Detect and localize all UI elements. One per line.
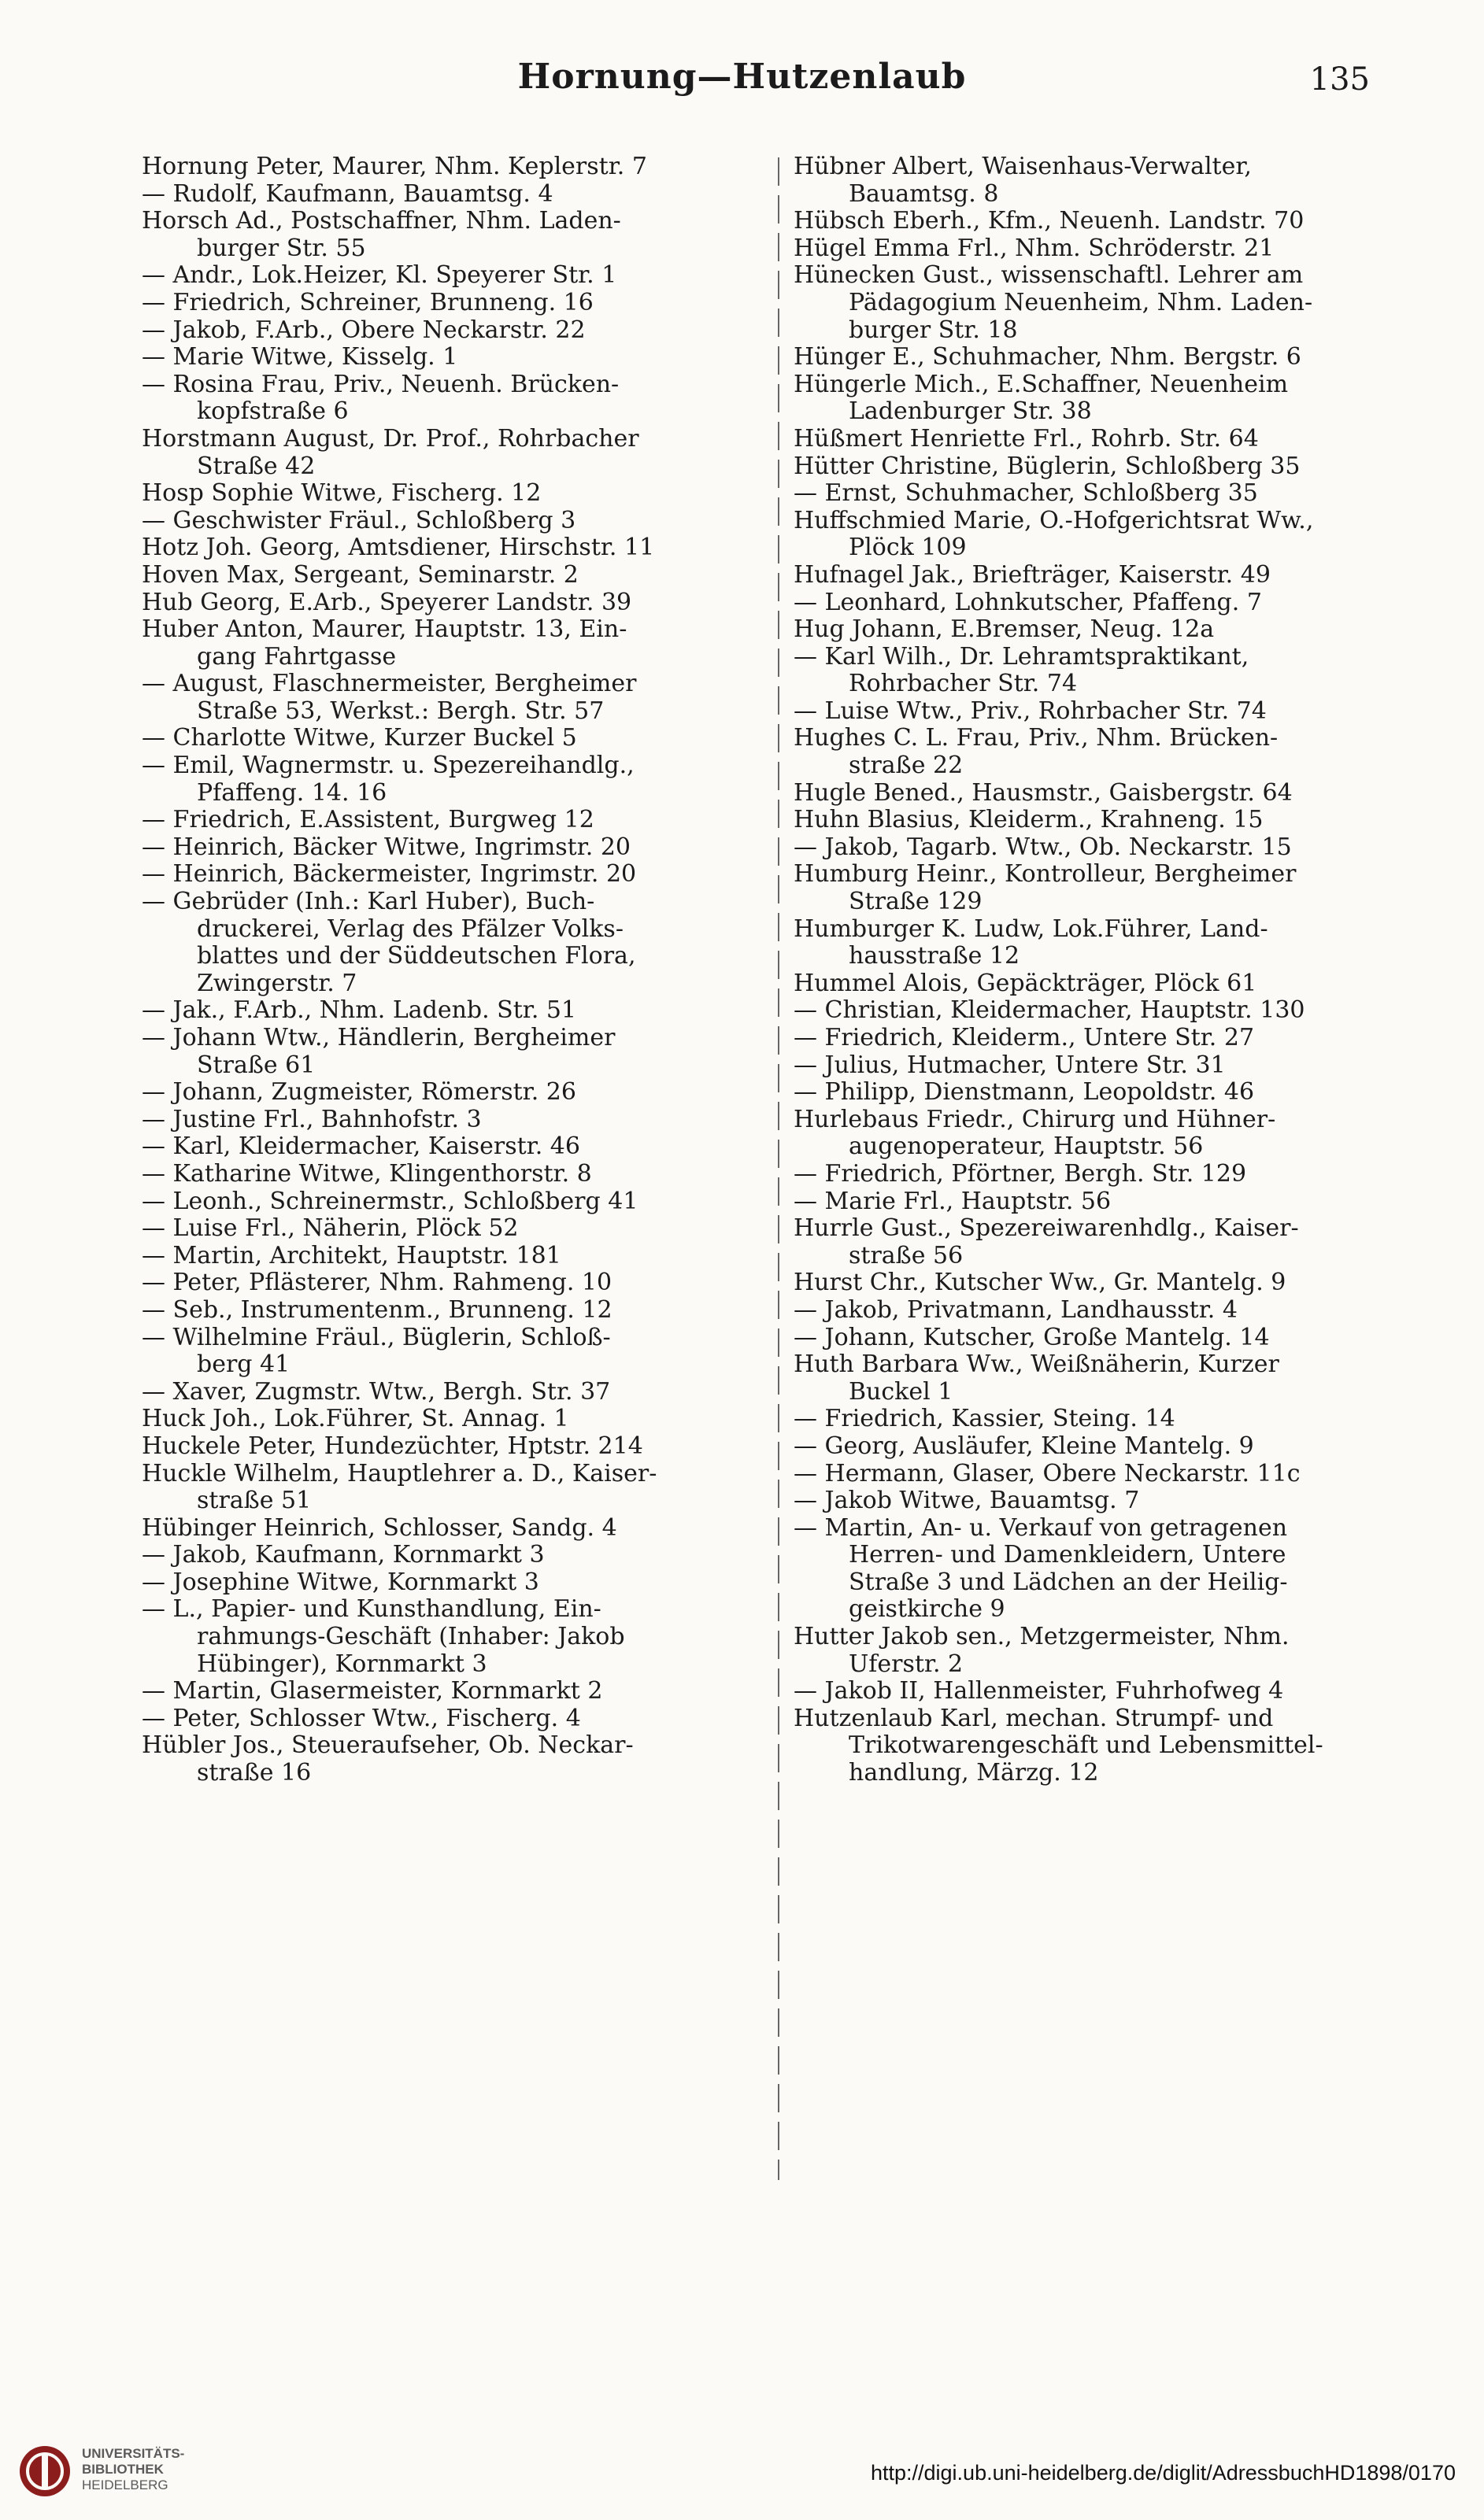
- directory-entry-continuation: Straße 42: [197, 452, 316, 480]
- directory-entry: Horstmann August, Dr. Prof., Rohrbacher: [142, 424, 639, 453]
- directory-entry: Hummel Alois, Gepäckträger, Plöck 61: [794, 969, 1257, 997]
- directory-entry-continuation: Ladenburger Str. 38: [849, 397, 1092, 426]
- page-number: 135: [1309, 61, 1370, 98]
- directory-entry: Huck Joh., Lok.Führer, St. Annag. 1: [142, 1405, 569, 1433]
- directory-entry: Hugle Bened., Hausmstr., Gaisbergstr. 64: [794, 778, 1293, 807]
- directory-entry: — Philipp, Dienstmann, Leopoldstr. 46: [794, 1078, 1255, 1107]
- directory-entry: — Katharine Witwe, Klingenthorstr. 8: [142, 1159, 592, 1188]
- directory-entry: — Peter, Schlosser Wtw., Fischerg. 4: [142, 1704, 581, 1732]
- directory-entry: — Josephine Witwe, Kornmarkt 3: [142, 1568, 539, 1596]
- directory-entry: — Friedrich, Schreiner, Brunneng. 16: [142, 288, 594, 316]
- directory-entry: — Martin, Glasermeister, Kornmarkt 2: [142, 1677, 603, 1705]
- directory-entry: — Rudolf, Kaufmann, Bauamtsg. 4: [142, 179, 553, 208]
- directory-entry: Hübinger Heinrich, Schlosser, Sandg. 4: [142, 1513, 617, 1542]
- directory-entry: — Jakob, Privatmann, Landhausstr. 4: [794, 1295, 1238, 1324]
- directory-entry-continuation: hausstraße 12: [849, 942, 1020, 970]
- directory-entry: Hoven Max, Sergeant, Seminarstr. 2: [142, 560, 579, 589]
- directory-entry: — Christian, Kleidermacher, Hauptstr. 130: [794, 996, 1305, 1025]
- directory-entry: — Friedrich, Kleiderm., Untere Str. 27: [794, 1024, 1255, 1051]
- logo-line-3: HEIDELBERG: [82, 2478, 168, 2492]
- directory-entry: — Justine Frl., Bahnhofstr. 3: [142, 1105, 482, 1133]
- directory-entry-continuation: Buckel 1: [849, 1377, 953, 1406]
- directory-entry: Hornung Peter, Maurer, Nhm. Keplerstr. 7: [142, 153, 647, 180]
- directory-entry-continuation: Bauamtsg. 8: [849, 179, 999, 208]
- directory-entry: — Karl, Kleidermacher, Kaiserstr. 46: [142, 1133, 580, 1161]
- directory-entry: — Ernst, Schuhmacher, Schloßberg 35: [794, 479, 1258, 508]
- directory-entry: — Leonh., Schreinermstr., Schloßberg 41: [142, 1187, 638, 1215]
- directory-entry-continuation: straße 56: [849, 1241, 964, 1269]
- directory-entry: — Johann, Zugmeister, Römerstr. 26: [142, 1078, 576, 1107]
- directory-entry-continuation: Herren- und Damenkleidern, Untere: [849, 1541, 1286, 1569]
- library-logo-text: [82, 2446, 184, 2493]
- directory-entry: — Luise Wtw., Priv., Rohrbacher Str. 74: [794, 697, 1267, 725]
- logo-line-2: BIBLIOTHEK: [82, 2462, 164, 2477]
- directory-entry: — Emil, Wagnermstr. u. Spezereihandlg.,: [142, 752, 635, 780]
- directory-entry: Hutter Jakob sen., Metzgermeister, Nhm.: [794, 1623, 1290, 1651]
- directory-entry-continuation: burger Str. 55: [197, 234, 366, 262]
- directory-entry: Horsch Ad., Postschaffner, Nhm. Laden-: [142, 207, 621, 235]
- directory-entry: — Jakob, Tagarb. Wtw., Ob. Neckarstr. 15: [794, 833, 1292, 861]
- directory-entry-continuation: Plöck 109: [849, 534, 967, 562]
- directory-entry: — Johann Wtw., Händlerin, Bergheimer: [142, 1024, 616, 1051]
- directory-entry: Hünecken Gust., wissenschaftl. Lehrer am: [794, 261, 1304, 290]
- directory-entry: Hurrle Gust., Spezereiwarenhdlg., Kaiser-: [794, 1214, 1299, 1243]
- directory-entry: — August, Flaschnermeister, Bergheimer: [142, 670, 637, 698]
- directory-entry: Huhn Blasius, Kleiderm., Krahneng. 15: [794, 806, 1264, 834]
- directory-entry: — L., Papier- und Kunsthandlung, Ein-: [142, 1595, 601, 1624]
- directory-entry: — Friedrich, Pförtner, Bergh. Str. 129: [794, 1159, 1247, 1188]
- directory-entry-continuation: Pfaffeng. 14. 16: [197, 778, 387, 807]
- directory-entry: — Peter, Pflästerer, Nhm. Rahmeng. 10: [142, 1269, 612, 1297]
- logo-line-1: UNIVERSITÄTS-: [82, 2446, 185, 2461]
- directory-entry: Huckele Peter, Hundezüchter, Hptstr. 214: [142, 1432, 643, 1460]
- directory-entry-continuation: Uferstr. 2: [849, 1650, 964, 1678]
- directory-entry: — Friedrich, Kassier, Steing. 14: [794, 1405, 1175, 1433]
- directory-entry: Hosp Sophie Witwe, Fischerg. 12: [142, 479, 542, 508]
- directory-entry: — Andr., Lok.Heizer, Kl. Speyerer Str. 1: [142, 261, 617, 290]
- directory-entry: Hübner Albert, Waisenhaus-Verwalter,: [794, 153, 1252, 180]
- directory-entry: — Martin, Architekt, Hauptstr. 181: [142, 1241, 561, 1269]
- directory-entry: Hufnagel Jak., Briefträger, Kaiserstr. 49: [794, 560, 1271, 589]
- directory-entry: Hüngerle Mich., E.Schaffner, Neuenheim: [794, 370, 1289, 398]
- directory-entry: — Julius, Hutmacher, Untere Str. 31: [794, 1051, 1226, 1079]
- directory-entry: Hutzenlaub Karl, mechan. Strumpf- und: [794, 1704, 1274, 1732]
- directory-entry-continuation: Straße 61: [197, 1051, 316, 1079]
- directory-entry: Hünger E., Schuhmacher, Nhm. Bergstr. 6: [794, 343, 1301, 371]
- directory-entry: Humburger K. Ludw, Lok.Führer, Land-: [794, 915, 1268, 943]
- directory-entry: — Friedrich, E.Assistent, Burgweg 12: [142, 806, 594, 834]
- directory-entry: — Xaver, Zugmstr. Wtw., Bergh. Str. 37: [142, 1377, 611, 1406]
- directory-entry: Hüßmert Henriette Frl., Rohrb. Str. 64: [794, 424, 1259, 453]
- page-title: Hornung—Hutzenlaub: [517, 57, 967, 97]
- directory-entry: Hübler Jos., Steueraufseher, Ob. Neckar-: [142, 1731, 634, 1760]
- directory-entry: — Heinrich, Bäcker Witwe, Ingrimstr. 20: [142, 833, 631, 861]
- directory-entry: — Gebrüder (Inh.: Karl Huber), Buch-: [142, 888, 595, 916]
- directory-entry: — Karl Wilh., Dr. Lehramtspraktikant,: [794, 642, 1249, 671]
- directory-entry: — Luise Frl., Näherin, Plöck 52: [142, 1214, 519, 1243]
- directory-entry: — Marie Witwe, Kisselg. 1: [142, 343, 458, 371]
- directory-entry: — Johann, Kutscher, Große Mantelg. 14: [794, 1323, 1270, 1351]
- directory-entry-continuation: Zwingerstr. 7: [197, 969, 357, 997]
- directory-entry-continuation: burger Str. 18: [849, 316, 1018, 344]
- directory-entry-continuation: augenoperateur, Hauptstr. 56: [849, 1133, 1204, 1161]
- directory-entry-continuation: Straße 129: [849, 888, 983, 916]
- directory-entry: — Georg, Ausläufer, Kleine Mantelg. 9: [794, 1432, 1254, 1460]
- directory-entry-continuation: geistkirche 9: [849, 1595, 1005, 1624]
- directory-entry: Huber Anton, Maurer, Hauptstr. 13, Ein-: [142, 615, 627, 644]
- directory-entry-continuation: kopfstraße 6: [197, 397, 349, 426]
- column-divider: [778, 157, 779, 2180]
- directory-entry: — Martin, An- u. Verkauf von getragenen: [794, 1513, 1288, 1542]
- directory-entry: Hughes C. L. Frau, Priv., Nhm. Brücken-: [794, 724, 1279, 752]
- directory-entry: Hotz Joh. Georg, Amtsdiener, Hirschstr. 11: [142, 534, 655, 562]
- directory-entry: — Marie Frl., Hauptstr. 56: [794, 1187, 1112, 1215]
- directory-entry-continuation: Straße 53, Werkst.: Bergh. Str. 57: [197, 697, 605, 725]
- directory-entry: Hurlebaus Friedr., Chirurg und Hühner-: [794, 1105, 1276, 1133]
- library-seal-icon: [17, 2444, 72, 2499]
- directory-entry: — Jakob II, Hallenmeister, Fuhrhofweg 4: [794, 1677, 1284, 1705]
- directory-entry: Humburg Heinr., Kontrolleur, Bergheimer: [794, 860, 1297, 889]
- directory-entry: Hub Georg, E.Arb., Speyerer Landstr. 39: [142, 588, 632, 616]
- directory-entry-continuation: druckerei, Verlag des Pfälzer Volks-: [197, 915, 624, 943]
- directory-entry-continuation: Pädagogium Neuenheim, Nhm. Laden-: [849, 288, 1313, 316]
- directory-entry: — Jakob, F.Arb., Obere Neckarstr. 22: [142, 316, 586, 344]
- directory-entry-continuation: Rohrbacher Str. 74: [849, 670, 1078, 698]
- directory-entry: Huffschmied Marie, O.-Hofgerichtsrat Ww.,: [794, 506, 1314, 534]
- directory-entry: — Geschwister Fräul., Schloßberg 3: [142, 506, 576, 534]
- directory-entry: — Heinrich, Bäckermeister, Ingrimstr. 20: [142, 860, 637, 889]
- directory-entry-continuation: Straße 3 und Lädchen an der Heilig-: [849, 1568, 1288, 1596]
- directory-entry-continuation: handlung, Märzg. 12: [849, 1759, 1099, 1787]
- directory-entry: — Wilhelmine Fräul., Büglerin, Schloß-: [142, 1323, 611, 1351]
- directory-entry-continuation: rahmungs-Geschäft (Inhaber: Jakob: [197, 1623, 625, 1651]
- directory-entry: — Rosina Frau, Priv., Neuenh. Brücken-: [142, 370, 620, 398]
- source-url-link[interactable]: http://digi.ub.uni-heidelberg.de/diglit/AdressbuchHD1898/0170: [870, 2461, 1456, 2485]
- directory-entry: Hügel Emma Frl., Nhm. Schröderstr. 21: [794, 234, 1275, 262]
- right-column: [794, 153, 1423, 1787]
- directory-entry: Huth Barbara Ww., Weißnäherin, Kurzer: [794, 1351, 1279, 1379]
- directory-entry-continuation: gang Fahrtgasse: [197, 642, 397, 671]
- directory-entry: Hütter Christine, Büglerin, Schloßberg 35: [794, 452, 1301, 480]
- directory-entry: — Seb., Instrumentenm., Brunneng. 12: [142, 1295, 612, 1324]
- directory-entry: — Leonhard, Lohnkutscher, Pfaffeng. 7: [794, 588, 1262, 616]
- left-column: [142, 153, 799, 1787]
- directory-entry: Hübsch Eberh., Kfm., Neuenh. Landstr. 70: [794, 207, 1305, 235]
- directory-entry: Huckle Wilhelm, Hauptlehrer a. D., Kaiser-: [142, 1459, 657, 1487]
- directory-entry: — Jakob, Kaufmann, Kornmarkt 3: [142, 1541, 545, 1569]
- directory-entry: — Charlotte Witwe, Kurzer Buckel 5: [142, 724, 577, 752]
- directory-entry-continuation: berg 41: [197, 1351, 291, 1379]
- directory-entry-continuation: straße 51: [197, 1487, 312, 1515]
- directory-entry-continuation: blattes und der Süddeutschen Flora,: [197, 942, 636, 970]
- directory-entry: — Jakob Witwe, Bauamtsg. 7: [794, 1487, 1140, 1515]
- directory-entry-continuation: Hübinger), Kornmarkt 3: [197, 1650, 487, 1678]
- directory-entry: Hug Johann, E.Bremser, Neug. 12a: [794, 615, 1215, 644]
- directory-entry: Hurst Chr., Kutscher Ww., Gr. Mantelg. 9: [794, 1269, 1286, 1297]
- directory-entry-continuation: straße 16: [197, 1759, 312, 1787]
- directory-entry-continuation: Trikotwarengeschäft und Lebensmittel-: [849, 1731, 1323, 1760]
- directory-entry-continuation: straße 22: [849, 752, 964, 780]
- directory-entry: — Hermann, Glaser, Obere Neckarstr. 11c: [794, 1459, 1301, 1487]
- directory-entry: — Jak., F.Arb., Nhm. Ladenb. Str. 51: [142, 996, 577, 1025]
- library-logo[interactable]: [17, 2440, 183, 2503]
